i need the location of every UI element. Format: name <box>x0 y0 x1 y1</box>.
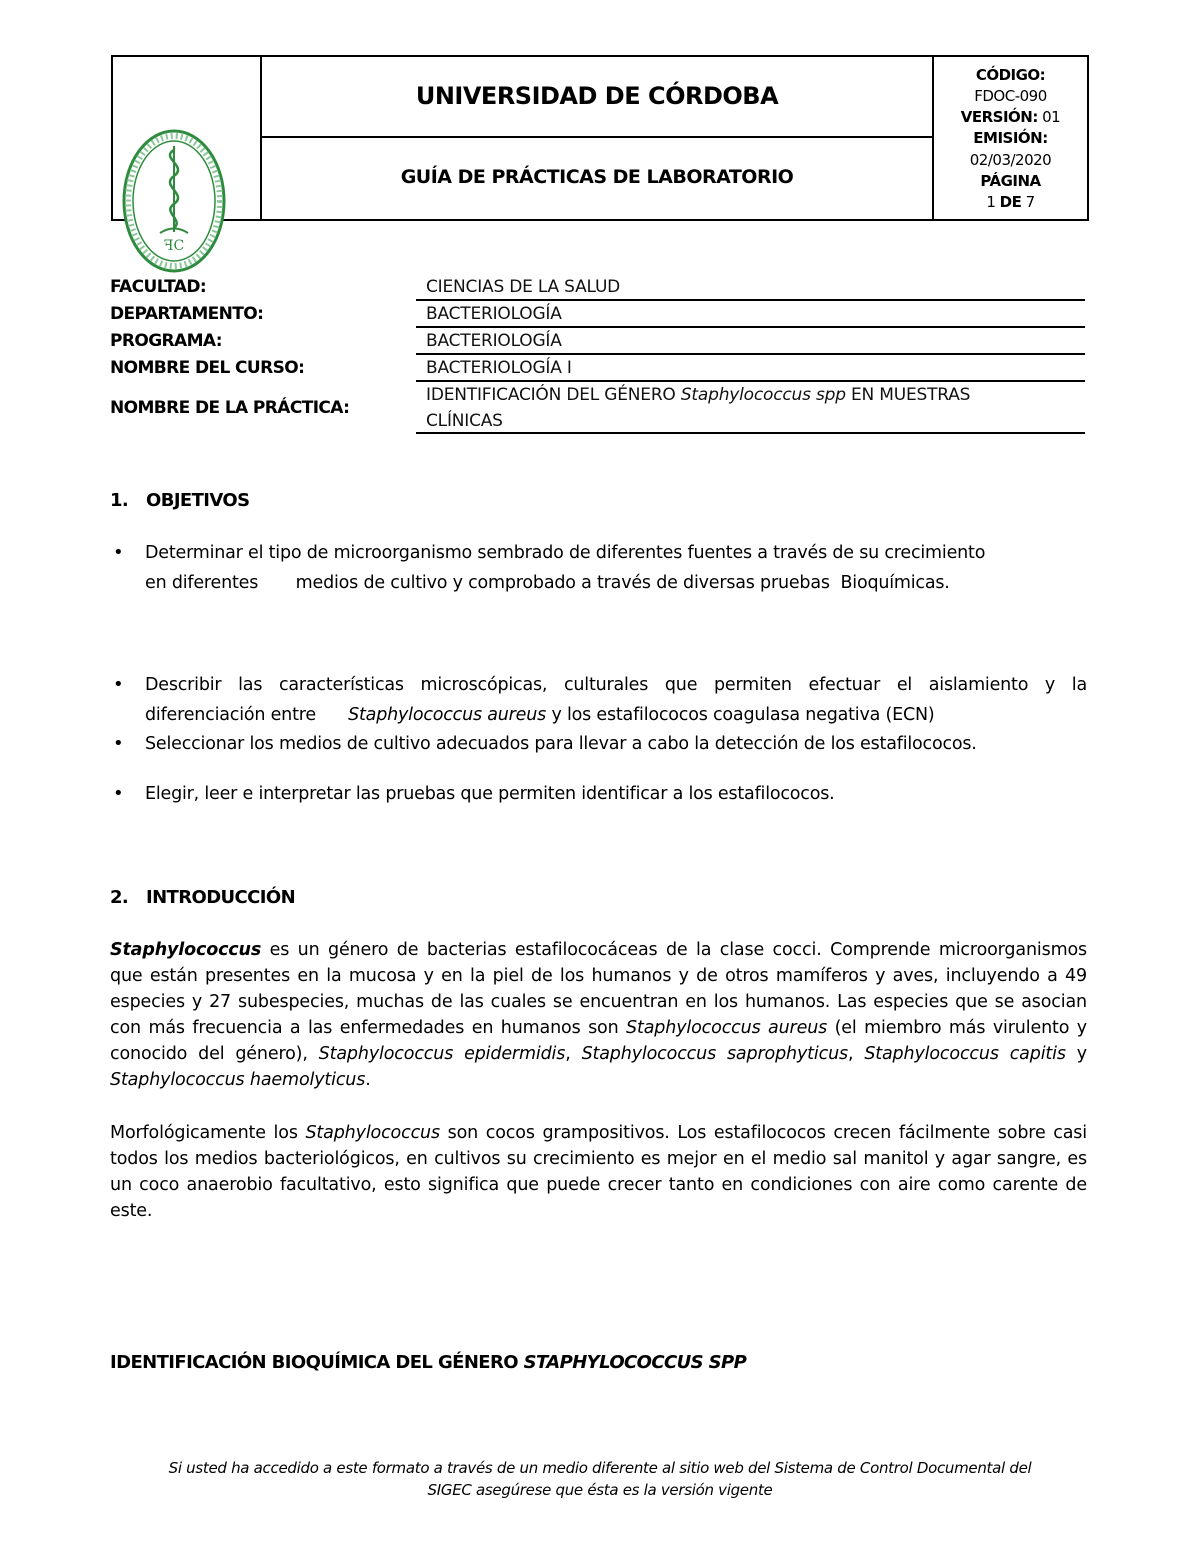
section-heading-objectives: 1. OBJETIVOS <box>110 490 250 511</box>
course-label: NOMBRE DEL CURSO: <box>110 358 305 378</box>
section-heading-introduction: 2. INTRODUCCIÓN <box>110 887 296 908</box>
morphology-paragraph: Morfológicamente los Staphylococcus son cocos grampositivos. Los estafilococos crecen fácilmente sobre casi todos los medios bacteriológicos, en cultivos su crecimiento es mejor en el medio sal manitol y agar sangre, es un coco anaerobio facultativo, esto significa que puede crecer tanto en condiciones con aire como carente de este. <box>110 1123 1087 1221</box>
objective-item: Seleccionar los medios de cultivo adecuados para llevar a cabo la detección de los estafilococos. <box>145 734 977 754</box>
field-underline <box>416 353 1085 355</box>
field-underline <box>416 432 1085 434</box>
emission-value: 02/03/2020 <box>969 151 1052 169</box>
university-title: UNIVERSIDAD DE CÓRDOBA <box>415 82 779 110</box>
practice-label: NOMBRE DE LA PRÁCTICA: <box>110 398 350 418</box>
bullet-icon: • <box>113 733 124 754</box>
field-underline <box>416 380 1085 382</box>
guide-title: GUÍA DE PRÁCTICAS DE LABORATORIO <box>400 166 794 188</box>
objective-item: Elegir, leer e interpretar las pruebas que permiten identificar a los estafilococos. <box>145 784 835 804</box>
field-underline <box>416 299 1085 301</box>
faculty-label: FACULTAD: <box>110 277 207 297</box>
identification-heading: IDENTIFICACIÓN BIOQUÍMICA DEL GÉNERO STAPHYLOCOCCUS SPP <box>110 1352 747 1373</box>
page-label: PÁGINA <box>980 172 1041 190</box>
program-value: BACTERIOLOGÍA <box>426 331 562 351</box>
emission-label: EMISIÓN: <box>973 129 1048 147</box>
code-label: CÓDIGO: <box>975 66 1046 84</box>
field-underline <box>416 326 1085 328</box>
faculty-value: CIENCIAS DE LA SALUD <box>426 277 621 297</box>
bullet-icon: • <box>113 674 124 695</box>
header-divider <box>260 55 262 221</box>
introduction-paragraph: Staphylococcus es un género de bacterias estafilococáceas de la clase cocci. Comprende microorganismos que están presentes en la mucosa y en la piel de los humanos y de otros mamíferos y aves, incluyendo a 49 especies y 27 subespecies, muchas de las cuales se encuentran en los humanos. Las especies que se asocian con más frecuencia a las enfermedades en humanos son Staphylococcus aureus (el miembro más virulento y conocido del género), Staphylococcus epidermidis, Staphylococcus saprophyticus, Staphylococcus capitis y Staphylococcus haemolyticus. <box>110 940 1087 1090</box>
practice-value: IDENTIFICACIÓN DEL GÉNERO Staphylococcus spp EN MUESTRAS <box>426 385 971 405</box>
program-label: PROGRAMA: <box>110 331 222 351</box>
practice-value-continued: CLÍNICAS <box>426 411 503 431</box>
department-value: BACTERIOLOGÍA <box>426 304 562 324</box>
course-value: BACTERIOLOGÍA I <box>426 358 572 378</box>
footer-note: Si usted ha accedido a este formato a través de un medio diferente al sitio web del Sistema de Control Documental del <box>168 1459 1032 1477</box>
department-label: DEPARTAMENTO: <box>110 304 264 324</box>
svg-text:ꟻC: ꟻC <box>163 238 185 254</box>
page-number: 1 DE 7 <box>986 193 1035 211</box>
bullet-icon: • <box>113 783 124 804</box>
objective-item: Determinar el tipo de microorganismo sembrado de diferentes fuentes a través de su crecimiento en diferentes medios de cultivo y comprobado a través de diversas pruebas Bioquímicas. <box>145 543 986 593</box>
footer-note: SIGEC asegúrese que ésta es la versión vigente <box>427 1481 773 1499</box>
bullet-icon: • <box>113 542 124 563</box>
code-value: FDOC-090 <box>974 87 1047 105</box>
header-divider <box>260 136 934 138</box>
university-seal-icon <box>120 128 228 274</box>
objective-item: Describir las características microscópicas, culturales que permiten efectuar el aislamiento y la diferenciación entre Staphylococcus aureus y los estafilococos coagulasa negativa (ECN) <box>145 675 1087 725</box>
version-line: VERSIÓN: 01 <box>960 108 1061 126</box>
